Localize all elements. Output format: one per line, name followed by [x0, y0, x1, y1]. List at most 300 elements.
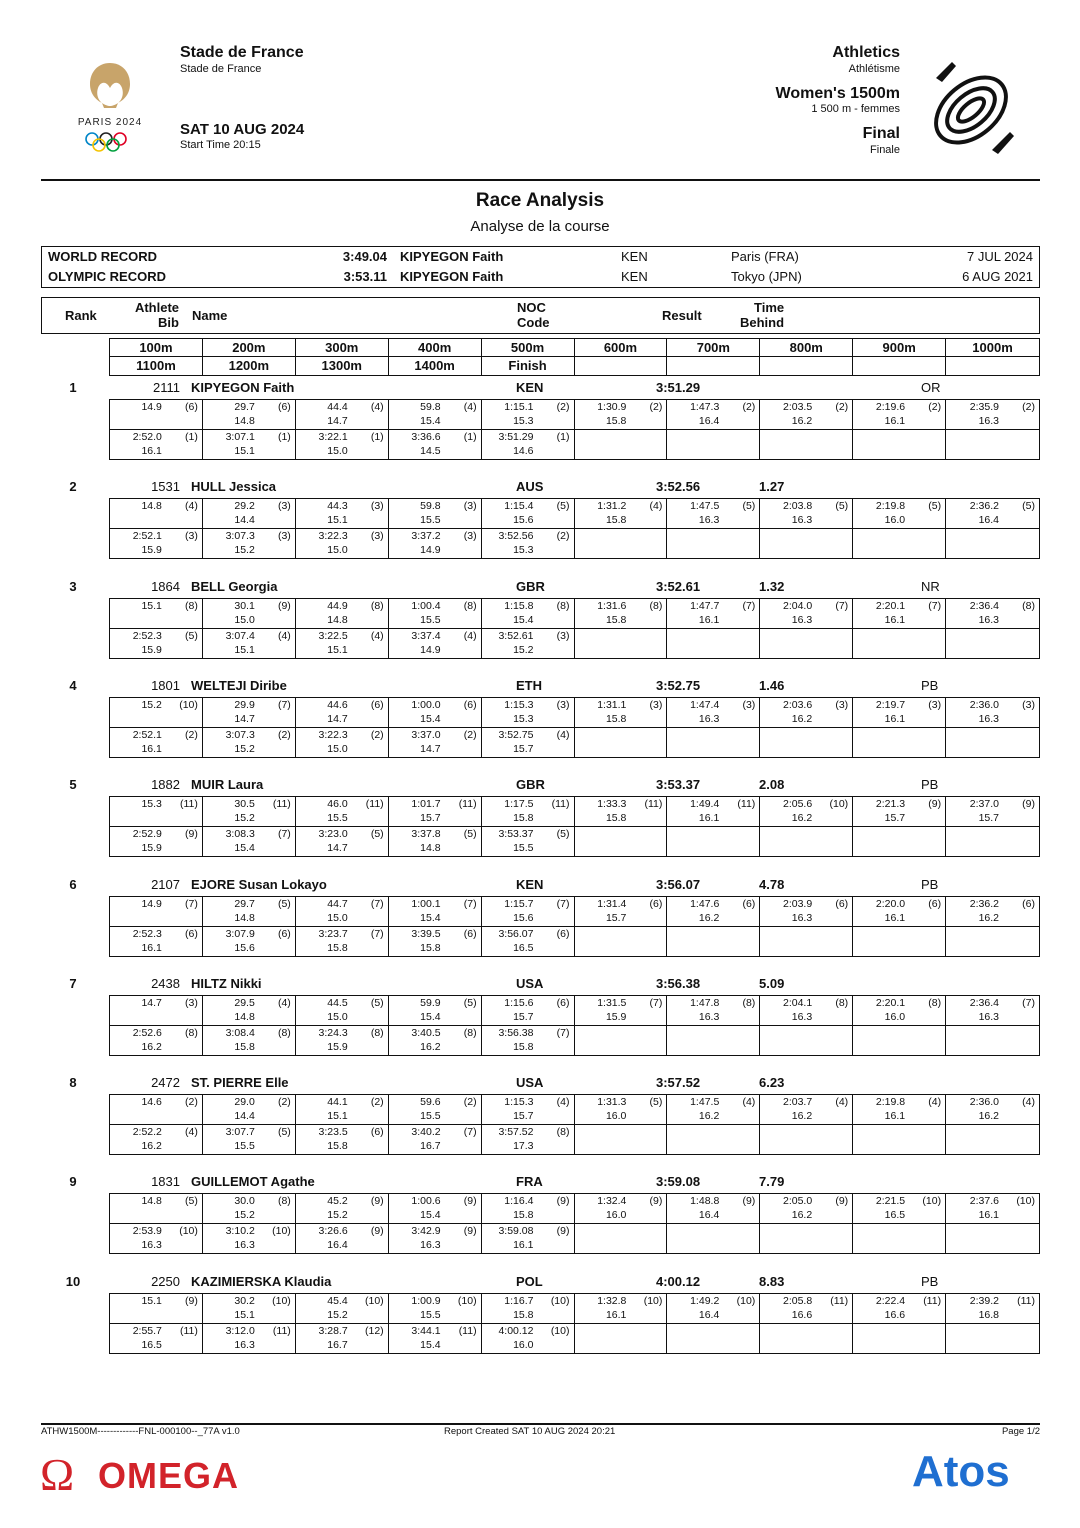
- split-time: 3:37.0: [411, 728, 441, 741]
- split-position: (10): [365, 1295, 384, 1307]
- split-position: (6): [185, 401, 198, 413]
- split-lap-time: 16.2: [420, 1040, 441, 1053]
- split-time: 44.3: [327, 500, 348, 512]
- split-lap-time: 15.0: [234, 614, 255, 626]
- split-position: (9): [463, 1195, 477, 1207]
- col-code: Code: [517, 315, 550, 330]
- split-cell: [575, 1095, 668, 1125]
- split-time: 3:22.5: [318, 629, 348, 642]
- split-lap-time: 14.4: [234, 1110, 255, 1122]
- split-cell: [575, 827, 668, 857]
- split-cell: [389, 827, 482, 857]
- split-cell: [482, 996, 575, 1026]
- split-time: 1:30.9: [597, 401, 627, 413]
- split-position: (2): [277, 1096, 291, 1108]
- athlete-time-behind: 6.23: [759, 1075, 785, 1090]
- split-table: [109, 1193, 1040, 1254]
- split-time: 2:21.5: [875, 1195, 906, 1207]
- split-time: 2:52.2: [132, 1125, 162, 1138]
- split-lap-time: 15.4: [420, 415, 441, 427]
- split-time: 3:22.3: [318, 529, 348, 542]
- split-position: (2): [649, 401, 663, 413]
- split-time: 2:20.0: [875, 898, 906, 910]
- split-position: (10): [179, 1224, 198, 1237]
- split-time: 2:20.1: [875, 997, 906, 1009]
- split-position: (1): [185, 430, 198, 443]
- split-position: (4): [835, 1096, 849, 1108]
- split-position: (8): [742, 997, 756, 1009]
- split-position: (5): [370, 997, 384, 1009]
- split-cell: [389, 599, 482, 629]
- header-divider: [41, 179, 1040, 181]
- split-position: (2): [185, 1096, 198, 1108]
- split-time: 2:37.0: [969, 798, 999, 810]
- split-position: (6): [463, 699, 477, 711]
- split-lap-time: 15.8: [513, 1040, 534, 1053]
- split-cell: [110, 1324, 203, 1354]
- split-lap-time: 14.8: [234, 415, 255, 427]
- split-cell: [482, 1125, 575, 1155]
- split-lap-time: 15.5: [420, 514, 441, 526]
- split-cell: [482, 1294, 575, 1324]
- split-distance-label: [853, 357, 946, 375]
- split-time: 2:22.4: [875, 1295, 906, 1307]
- split-cell: [575, 529, 668, 559]
- split-cell: [482, 897, 575, 927]
- split-position: (5): [277, 898, 291, 910]
- split-position: (6): [277, 927, 291, 940]
- split-lap-time: 16.3: [698, 514, 720, 526]
- athlete-result: [41, 876, 1040, 971]
- split-position: (2): [370, 728, 384, 741]
- split-position: (7): [1022, 997, 1035, 1009]
- split-cell: [667, 1125, 760, 1155]
- split-time: 3:22.1: [318, 430, 348, 443]
- split-time: 45.4: [327, 1295, 348, 1307]
- split-cell: [482, 499, 575, 529]
- split-lap-time: 14.7: [327, 841, 348, 854]
- atos-logo-icon: [912, 1446, 1042, 1494]
- split-cell: [853, 1294, 946, 1324]
- split-lap-time: 15.8: [513, 1309, 534, 1321]
- record-date: 6 AUG 2021: [962, 269, 1033, 284]
- split-position: (9): [556, 1224, 570, 1237]
- split-lap-time: 15.5: [513, 841, 534, 854]
- split-lap-time: 15.2: [327, 1309, 348, 1321]
- split-distance-label: 500m: [482, 339, 575, 357]
- split-cell: [575, 728, 668, 758]
- athlete-record-note: PB: [921, 877, 939, 892]
- split-cell: [575, 499, 668, 529]
- split-time: 2:04.1: [782, 997, 813, 1009]
- athlete-record-note: OR: [921, 380, 941, 395]
- split-cell: [760, 797, 853, 827]
- split-position: (11): [1017, 1295, 1035, 1307]
- split-time: 30.2: [234, 1295, 255, 1307]
- split-cell: [946, 1224, 1039, 1254]
- split-lap-time: 14.8: [234, 1011, 255, 1023]
- split-lap-time: 15.8: [605, 415, 627, 427]
- split-position: (2): [742, 401, 756, 413]
- split-time: 3:52.56: [498, 529, 534, 542]
- split-cell: [853, 897, 946, 927]
- split-cell: [575, 996, 668, 1026]
- split-time: 3:08.3: [225, 827, 255, 840]
- split-time: 1:47.3: [690, 401, 720, 413]
- split-cell: [203, 827, 296, 857]
- split-position: (3): [463, 500, 477, 512]
- split-time: 1:49.4: [690, 798, 720, 810]
- split-time: 3:23.0: [318, 827, 348, 840]
- split-lap-time: 16.1: [884, 912, 906, 924]
- split-cell: [667, 927, 760, 957]
- athlete-name: MUIR Laura: [191, 777, 264, 792]
- column-header: [41, 297, 1040, 334]
- split-cell: [110, 698, 203, 728]
- venue-subtitle: Stade de France: [180, 63, 262, 75]
- split-position: (7): [835, 600, 849, 612]
- split-cell: [853, 400, 946, 430]
- split-lap-time: 15.0: [327, 1011, 348, 1023]
- split-cell: [853, 629, 946, 659]
- split-position: (4): [649, 500, 663, 512]
- split-time: 2:52.1: [132, 529, 162, 542]
- split-cell: [389, 728, 482, 758]
- athlete-noc: AUS: [516, 479, 544, 494]
- split-time: 2:52.6: [132, 1026, 162, 1039]
- split-cell: [946, 1026, 1039, 1056]
- athlete-name: KAZIMIERSKA Klaudia: [191, 1274, 332, 1289]
- split-time: 30.1: [234, 600, 255, 612]
- split-time: 1:47.5: [690, 500, 720, 512]
- split-cell: [110, 927, 203, 957]
- split-lap-time: 15.0: [327, 742, 348, 755]
- split-cell: [296, 1194, 389, 1224]
- split-position: (3): [370, 500, 384, 512]
- split-position: (10): [550, 1324, 570, 1337]
- split-time: 1:15.8: [504, 600, 534, 612]
- split-cell: [853, 827, 946, 857]
- split-lap-time: 16.4: [978, 514, 999, 526]
- split-cell: [853, 698, 946, 728]
- split-cell: [389, 996, 482, 1026]
- split-time: 59.6: [420, 1096, 441, 1108]
- split-lap-time: 16.5: [513, 941, 534, 954]
- split-distance-label: 700m: [667, 339, 760, 357]
- athlete-time-behind: 4.78: [759, 877, 785, 892]
- split-position: (11): [272, 798, 291, 810]
- split-time: 44.1: [327, 1096, 348, 1108]
- split-lap-time: 16.1: [698, 614, 720, 626]
- split-time: 2:03.5: [782, 401, 813, 413]
- split-lap-time: 15.2: [234, 1209, 255, 1221]
- athlete-noc: KEN: [516, 877, 544, 892]
- split-time: 1:00.6: [411, 1195, 441, 1207]
- split-time: 1:17.5: [504, 798, 534, 810]
- split-cell: [760, 1324, 853, 1354]
- split-time: 1:47.4: [690, 699, 720, 711]
- athlete-result: [41, 1173, 1040, 1268]
- split-time: 1:15.3: [504, 699, 534, 711]
- split-cell: [853, 1194, 946, 1224]
- athlete-bib: 1531: [151, 479, 180, 494]
- split-lap-time: 15.4: [234, 841, 255, 854]
- split-cell: [110, 897, 203, 927]
- col-result: Result: [662, 308, 702, 323]
- split-lap-time: 16.4: [698, 1309, 720, 1321]
- split-position: (11): [179, 1324, 198, 1337]
- record-date: 7 JUL 2024: [966, 249, 1033, 264]
- split-position: (9): [370, 1195, 384, 1207]
- split-position: (6): [370, 699, 384, 711]
- split-cell: [389, 499, 482, 529]
- split-position: (6): [370, 1125, 384, 1138]
- report-created: Report Created SAT 10 AUG 2024 20:21: [444, 1426, 616, 1437]
- split-position: (1): [556, 430, 570, 443]
- split-cell: [575, 629, 668, 659]
- split-cell: [296, 728, 389, 758]
- split-time: 3:24.3: [318, 1026, 348, 1039]
- split-time: 3:07.7: [225, 1125, 255, 1138]
- split-lap-time: 14.8: [327, 614, 348, 626]
- split-time: 3:39.5: [411, 927, 441, 940]
- split-cell: [760, 698, 853, 728]
- split-lap-time: 16.3: [698, 1011, 720, 1023]
- split-time: 2:53.9: [132, 1224, 162, 1237]
- col-name: Name: [192, 308, 228, 323]
- split-position: (6): [463, 927, 477, 940]
- split-position: (8): [185, 1026, 198, 1039]
- split-cell: [667, 1026, 760, 1056]
- split-lap-time: 15.5: [327, 812, 348, 824]
- event-date: SAT 10 AUG 2024: [180, 121, 305, 138]
- split-time: 44.4: [327, 401, 348, 413]
- split-lap-time: 16.4: [698, 415, 720, 427]
- split-cell: [946, 897, 1039, 927]
- split-time: 1:00.9: [411, 1295, 441, 1307]
- split-lap-time: 15.4: [513, 614, 534, 626]
- split-distance-label: 200m: [203, 339, 296, 357]
- split-lap-time: 16.3: [791, 514, 813, 526]
- split-time: 3:40.5: [411, 1026, 441, 1039]
- split-time: 1:31.6: [597, 600, 627, 612]
- athlete-record-note: PB: [921, 777, 939, 792]
- split-position: (3): [649, 699, 663, 711]
- split-time: 1:31.5: [597, 997, 627, 1009]
- split-time: 3:40.2: [411, 1125, 441, 1138]
- split-position: (3): [556, 629, 570, 642]
- split-lap-time: 15.8: [605, 514, 627, 526]
- split-position: (10): [643, 1295, 663, 1307]
- split-cell: [946, 827, 1039, 857]
- athlete-noc: FRA: [516, 1174, 543, 1189]
- split-time: 2:03.7: [782, 1096, 813, 1108]
- split-cell: [946, 698, 1039, 728]
- split-time: 1:15.1: [504, 401, 534, 413]
- split-lap-time: 15.1: [327, 1110, 348, 1122]
- split-position: (3): [742, 699, 756, 711]
- split-position: (11): [365, 798, 384, 810]
- athletics-pictogram-icon: [922, 58, 1020, 158]
- split-position: (5): [928, 500, 942, 512]
- split-cell: [296, 400, 389, 430]
- athlete-bib: 2111: [153, 380, 180, 395]
- split-cell: [760, 400, 853, 430]
- split-time: 2:03.8: [782, 500, 813, 512]
- split-lap-time: 16.8: [978, 1309, 999, 1321]
- split-cell: [389, 1194, 482, 1224]
- split-position: (8): [277, 1026, 291, 1039]
- split-distance-label: 1400m: [389, 357, 482, 375]
- split-position: (4): [370, 401, 384, 413]
- split-time: 2:55.7: [132, 1324, 162, 1337]
- athlete-noc: USA: [516, 976, 544, 991]
- athlete-rank: 1: [69, 380, 77, 395]
- split-lap-time: 14.8: [420, 841, 441, 854]
- split-position: (6): [742, 898, 756, 910]
- split-cell: [110, 1095, 203, 1125]
- split-position: (7): [370, 898, 384, 910]
- split-position: (7): [649, 997, 663, 1009]
- athlete-bib: 1882: [151, 777, 180, 792]
- split-lap-time: 16.2: [791, 713, 813, 725]
- split-time: 3:23.7: [318, 927, 348, 940]
- split-distance-label: 300m: [296, 339, 389, 357]
- split-cell: [575, 599, 668, 629]
- split-lap-time: 15.8: [605, 812, 627, 824]
- split-lap-time: 15.7: [978, 812, 999, 824]
- split-time: 14.7: [141, 997, 162, 1009]
- split-lap-time: 15.7: [420, 812, 441, 824]
- split-cell: [203, 1224, 296, 1254]
- split-cell: [389, 1224, 482, 1254]
- split-cell: [760, 897, 853, 927]
- split-time: 3:37.2: [411, 529, 441, 542]
- split-lap-time: 15.6: [234, 941, 255, 954]
- split-time: 3:07.1: [225, 430, 255, 443]
- split-position: (10): [179, 699, 198, 711]
- split-cell: [110, 499, 203, 529]
- split-lap-time: 16.2: [791, 1209, 813, 1221]
- split-lap-time: 15.2: [234, 742, 255, 755]
- split-lap-time: 16.2: [791, 1110, 813, 1122]
- split-table: [109, 1293, 1040, 1354]
- athlete-result-time: 3:56.38: [656, 976, 701, 991]
- split-time: 45.2: [327, 1195, 348, 1207]
- split-cell: [667, 1324, 760, 1354]
- split-lap-time: 16.5: [884, 1209, 906, 1221]
- split-time: 3:22.3: [318, 728, 348, 741]
- split-lap-time: 15.4: [420, 713, 441, 725]
- split-cell: [667, 797, 760, 827]
- split-position: (8): [277, 1195, 291, 1207]
- split-lap-time: 15.0: [327, 543, 348, 556]
- split-position: (3): [277, 500, 291, 512]
- split-time: 3:07.4: [225, 629, 255, 642]
- split-position: (5): [185, 1195, 198, 1207]
- split-position: (10): [272, 1295, 291, 1307]
- athlete-result-time: 3:52.56: [656, 479, 701, 494]
- split-position: (2): [1022, 401, 1035, 413]
- split-cell: [575, 1026, 668, 1056]
- sport-title: Athletics: [832, 44, 900, 61]
- split-cell: [760, 629, 853, 659]
- split-time: 2:36.2: [969, 500, 999, 512]
- split-lap-time: 14.5: [420, 444, 441, 457]
- split-cell: [296, 827, 389, 857]
- split-lap-time: 16.2: [698, 1110, 720, 1122]
- athlete-noc: USA: [516, 1075, 544, 1090]
- split-cell: [760, 1294, 853, 1324]
- split-time: 2:52.1: [132, 728, 162, 741]
- split-cell: [946, 1095, 1039, 1125]
- split-cell: [296, 996, 389, 1026]
- split-cell: [110, 1194, 203, 1224]
- split-table: [109, 399, 1040, 460]
- record-time: 3:53.11: [343, 269, 387, 284]
- split-time: 2:35.9: [969, 401, 999, 413]
- split-cell: [853, 499, 946, 529]
- split-cell: [296, 1324, 389, 1354]
- split-lap-time: 15.8: [513, 812, 534, 824]
- split-cell: [389, 430, 482, 460]
- event-subtitle: 1 500 m - femmes: [811, 103, 900, 115]
- split-time: 3:52.75: [498, 728, 534, 741]
- athlete-result: [41, 1273, 1040, 1368]
- split-time: 44.6: [327, 699, 348, 711]
- athlete-result: [41, 975, 1040, 1070]
- split-time: 4:00.12: [498, 1324, 534, 1337]
- split-lap-time: 14.7: [420, 742, 441, 755]
- split-position: (3): [185, 997, 198, 1009]
- split-position: (8): [1022, 600, 1035, 612]
- record-holder: KIPYEGON Faith: [400, 249, 504, 264]
- split-position: (7): [370, 927, 384, 940]
- split-position: (7): [928, 600, 942, 612]
- athlete-name: HILTZ Nikki: [191, 976, 262, 991]
- split-cell: [110, 629, 203, 659]
- split-position: (7): [742, 600, 756, 612]
- split-time: 3:08.4: [225, 1026, 255, 1039]
- split-lap-time: 16.2: [141, 1040, 162, 1053]
- split-position: (7): [556, 898, 570, 910]
- split-cell: [575, 1224, 668, 1254]
- split-cell: [482, 1224, 575, 1254]
- split-position: (8): [556, 1125, 570, 1138]
- split-time: 30.5: [234, 798, 255, 810]
- split-position: (7): [556, 1026, 570, 1039]
- split-position: (8): [928, 997, 942, 1009]
- split-lap-time: 15.2: [234, 543, 255, 556]
- split-cell: [389, 897, 482, 927]
- split-position: (5): [463, 997, 477, 1009]
- split-cell: [389, 1095, 482, 1125]
- split-cell: [575, 430, 668, 460]
- split-position: (5): [185, 629, 198, 642]
- split-time: 3:07.3: [225, 529, 255, 542]
- col-athlete: Athlete: [134, 300, 179, 315]
- split-lap-time: 15.8: [234, 1040, 255, 1053]
- split-lap-time: 16.0: [884, 514, 906, 526]
- split-cell: [667, 897, 760, 927]
- athlete-rank: 2: [69, 479, 77, 494]
- split-time: 1:32.4: [597, 1195, 627, 1207]
- athlete-rank: 6: [69, 877, 77, 892]
- sport-subtitle: Athlétisme: [848, 63, 900, 75]
- split-cell: [482, 430, 575, 460]
- split-time: 59.8: [420, 500, 441, 512]
- split-lap-time: 15.4: [420, 912, 441, 924]
